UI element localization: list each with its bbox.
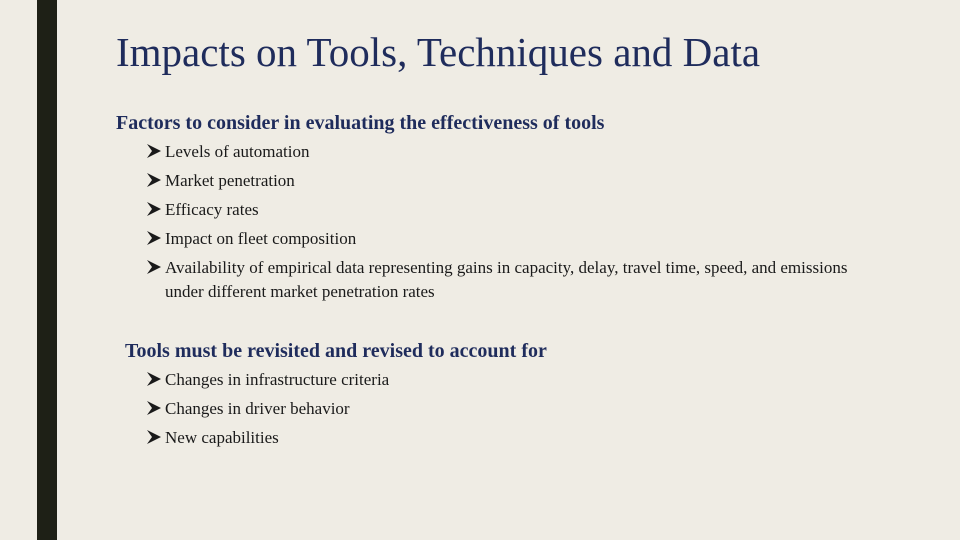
arrowhead-bullet-icon — [146, 259, 162, 275]
bullet-text: Levels of automation — [165, 142, 310, 161]
bullet-list-factors — [116, 140, 865, 304]
bullet-text: New capabilities — [165, 428, 279, 447]
bullet-text: Changes in driver behavior — [165, 399, 350, 418]
bullet-text: Market penetration — [165, 171, 295, 190]
bullet-text: Changes in infrastructure criteria — [165, 370, 390, 389]
list-item — [116, 198, 865, 222]
side-accent-bar — [37, 0, 57, 540]
arrowhead-bullet-icon — [146, 230, 162, 246]
arrowhead-bullet-icon — [146, 201, 162, 217]
section-heading-factors: Factors to consider in evaluating the effectiveness of tools — [116, 112, 605, 134]
arrowhead-bullet-icon — [146, 172, 162, 188]
list-item — [116, 227, 865, 251]
bullet-text: Impact on fleet composition — [165, 229, 357, 248]
list-item — [116, 140, 865, 164]
list-item — [116, 256, 865, 304]
list-item — [125, 368, 547, 392]
arrowhead-bullet-icon — [146, 429, 162, 445]
slide-title: Impacts on Tools, Techniques and Data — [116, 29, 761, 75]
arrowhead-bullet-icon — [146, 400, 162, 416]
section-heading-tools: Tools must be revisited and revised to account for — [125, 340, 547, 362]
list-item — [116, 169, 865, 193]
list-item — [125, 397, 547, 421]
bullet-text: Efficacy rates — [165, 200, 259, 219]
section-tools — [125, 339, 547, 455]
bullet-text: Availability of empirical data representing gains in capacity, delay, travel time, speed, and emissions under different market penetration rates — [165, 258, 848, 301]
arrowhead-bullet-icon — [146, 371, 162, 387]
arrowhead-bullet-icon — [146, 143, 162, 159]
section-factors — [116, 111, 865, 309]
list-item — [125, 426, 547, 450]
bullet-list-tools — [125, 368, 547, 450]
